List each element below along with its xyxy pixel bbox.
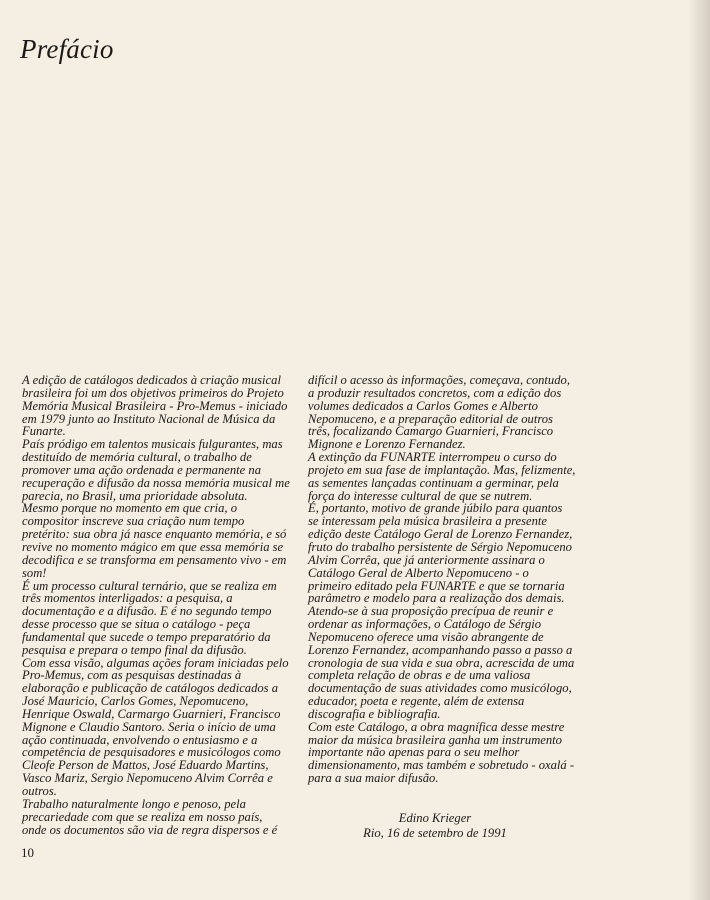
- text-line: compositor inscreve sua criação num tempo: [22, 514, 245, 529]
- text-line: País pródigo em talentos musicais fulgurantes, mas: [22, 437, 283, 452]
- text-line: A edição de catálogos dedicados à criação musical: [22, 373, 281, 387]
- text-line: Trabalho naturalmente longo e penoso, pela: [22, 796, 246, 811]
- text-line: som!: [22, 565, 47, 580]
- text-line: volumes dedicados a Carlos Gomes e Alberto: [308, 398, 538, 413]
- text-line: Mignone e Lorenzo Fernandez.: [308, 437, 466, 452]
- text-line: Mignone e Claudio Santoro. Seria o início de uma: [22, 719, 276, 734]
- text-line: três, focalizando Camargo Guarnieri, Francisco: [308, 424, 554, 439]
- text-line: Nepomuceno oferece uma visão abrangente de: [308, 629, 544, 644]
- text-line: pesquisa e prepara o tempo final da difusão.: [22, 642, 247, 657]
- text-line: promover uma ação ordenada e permanente na: [22, 462, 261, 477]
- text-line: pretérito: sua obra já nasce enquanto memória, e só: [22, 527, 287, 542]
- text-line: recuperação e difusão da nossa memória musical me: [22, 475, 290, 490]
- text-line: maior da música brasileira ganha um instrumento: [308, 732, 562, 747]
- text-line: Nepomuceno, e a preparação editorial de outros: [308, 411, 553, 426]
- text-line: documentação de suas atividades como musicólogo,: [308, 681, 572, 696]
- text-line: projeto em sua fase de implantação. Mas, felizmente,: [308, 462, 576, 477]
- text-line: três momentos interligados: a pesquisa, a: [22, 591, 233, 606]
- text-line: parecia, no Brasil, uma prioridade absoluta.: [22, 488, 248, 503]
- text-line: primeiro editado pela FUNARTE e que se tornaria: [308, 578, 565, 593]
- text-line: É, portanto, motivo de grande júbilo para quantos: [308, 501, 563, 516]
- text-line: precariedade com que se realiza em nosso país,: [22, 809, 263, 824]
- text-line: É um processo cultural ternário, que se realiza em: [22, 578, 277, 593]
- text-line: onde os documentos são via de regra dispersos e é: [22, 822, 278, 837]
- text-line: Atendo-se à sua proposição precípua de reunir e: [308, 604, 554, 619]
- text-line: importante não apenas para o seu melhor: [308, 745, 520, 760]
- binding-shadow: [688, 0, 710, 900]
- text-line: as sementes lançadas continuam a germinar, pela: [308, 475, 559, 490]
- text-line: Cleofe Person de Mattos, José Eduardo Martins,: [22, 758, 269, 773]
- text-line: Alvim Corrêa, que já anteriormente assinara o: [308, 552, 545, 567]
- text-line: brasileira foi um dos objetivos primeiros do Projeto: [22, 385, 284, 400]
- text-line: edição deste Catálogo Geral de Lorenzo Fernandez,: [308, 527, 573, 542]
- text-line: outros.: [22, 784, 57, 798]
- text-line: revive no momento mágico em que essa memória se: [22, 539, 284, 554]
- text-line: Com essa visão, algumas ações foram iniciadas pelo: [22, 655, 289, 670]
- text-line: cronologia de sua vida e sua obra, acrescida de uma: [308, 655, 575, 670]
- text-line: Funarte.: [22, 424, 66, 439]
- text-line: fruto do trabalho persistente de Sérgio Nepomuceno: [308, 539, 572, 554]
- text-line: documentação e a difusão. E é no segundo tempo: [22, 604, 272, 619]
- text-line: A extinção da FUNARTE interrompeu o curso do: [308, 450, 557, 465]
- text-line: educador, poeta e regente, além de extensa: [308, 694, 525, 709]
- text-line: José Mauricio, Carlos Gomes, Nepomuceno,: [22, 694, 249, 709]
- text-line: a produzir resultados concretos, com a edição dos: [308, 385, 562, 400]
- signature-author: Edino Krieger: [398, 811, 472, 825]
- text-line: força do interesse cultural de que se nutrem.: [308, 488, 533, 503]
- right-column: [308, 374, 575, 785]
- text-line: Lorenzo Fernandez, acompanhando passo a passo a: [308, 642, 573, 657]
- text-line: fundamental que sucede o tempo preparatório da: [22, 629, 271, 644]
- text-line: difícil o acesso às informações, começava, contudo,: [308, 373, 570, 387]
- text-line: destituído de memória cultural, o trabalho de: [22, 450, 252, 465]
- left-column: [22, 374, 290, 836]
- text-line: em 1979 junto ao Instituto Nacional de Música da: [22, 411, 276, 426]
- page-number: 10: [21, 845, 34, 860]
- text-line: desse processo que se situa o catálogo - peça: [22, 617, 251, 632]
- text-line: completa relação de obras e de uma valiosa: [308, 668, 531, 683]
- text-line: Memória Musical Brasileira - Pro-Memus - iniciado: [22, 398, 288, 413]
- page-title: Prefácio: [20, 34, 114, 64]
- text-line: discografia e bibliografia.: [308, 706, 441, 721]
- text-line: Mesmo porque no momento em que cria, o: [22, 501, 237, 516]
- text-line: Com este Catálogo, a obra magnífica desse mestre: [308, 719, 565, 734]
- text-line: dimensionamento, mas também e sobretudo - oxalá -: [308, 758, 575, 773]
- text-line: Catálogo Geral de Alberto Nepomuceno - o: [308, 565, 529, 580]
- text-line: Henrique Oswald, Carmargo Guarnieri, Francisco: [22, 706, 281, 721]
- signature-place-date: Rio, 16 de setembro de 1991: [363, 826, 507, 840]
- text-line: decodifica e se transforma em pensamento vivo - em: [22, 552, 287, 567]
- signature-block: [330, 811, 540, 841]
- text-line: ordenar as informações, o Catálogo de Sérgio: [308, 617, 542, 632]
- text-line: parâmetro e modelo para a realização dos demais.: [308, 591, 565, 606]
- text-line: se interessam pela música brasileira a presente: [308, 514, 548, 529]
- text-line: competência de pesquisadores e musicólogos como: [22, 745, 281, 760]
- text-line: para a sua maior difusão.: [308, 771, 439, 786]
- text-line: ação continuada, envolvendo o entusiasmo e a: [22, 732, 258, 747]
- text-line: elaboração e publicação de catálogos dedicados a: [22, 681, 279, 696]
- text-line: Pro-Memus, com as pesquisas destinadas à: [22, 668, 242, 683]
- text-line: Vasco Mariz, Sergio Nepomuceno Alvim Corrêa e: [22, 771, 273, 786]
